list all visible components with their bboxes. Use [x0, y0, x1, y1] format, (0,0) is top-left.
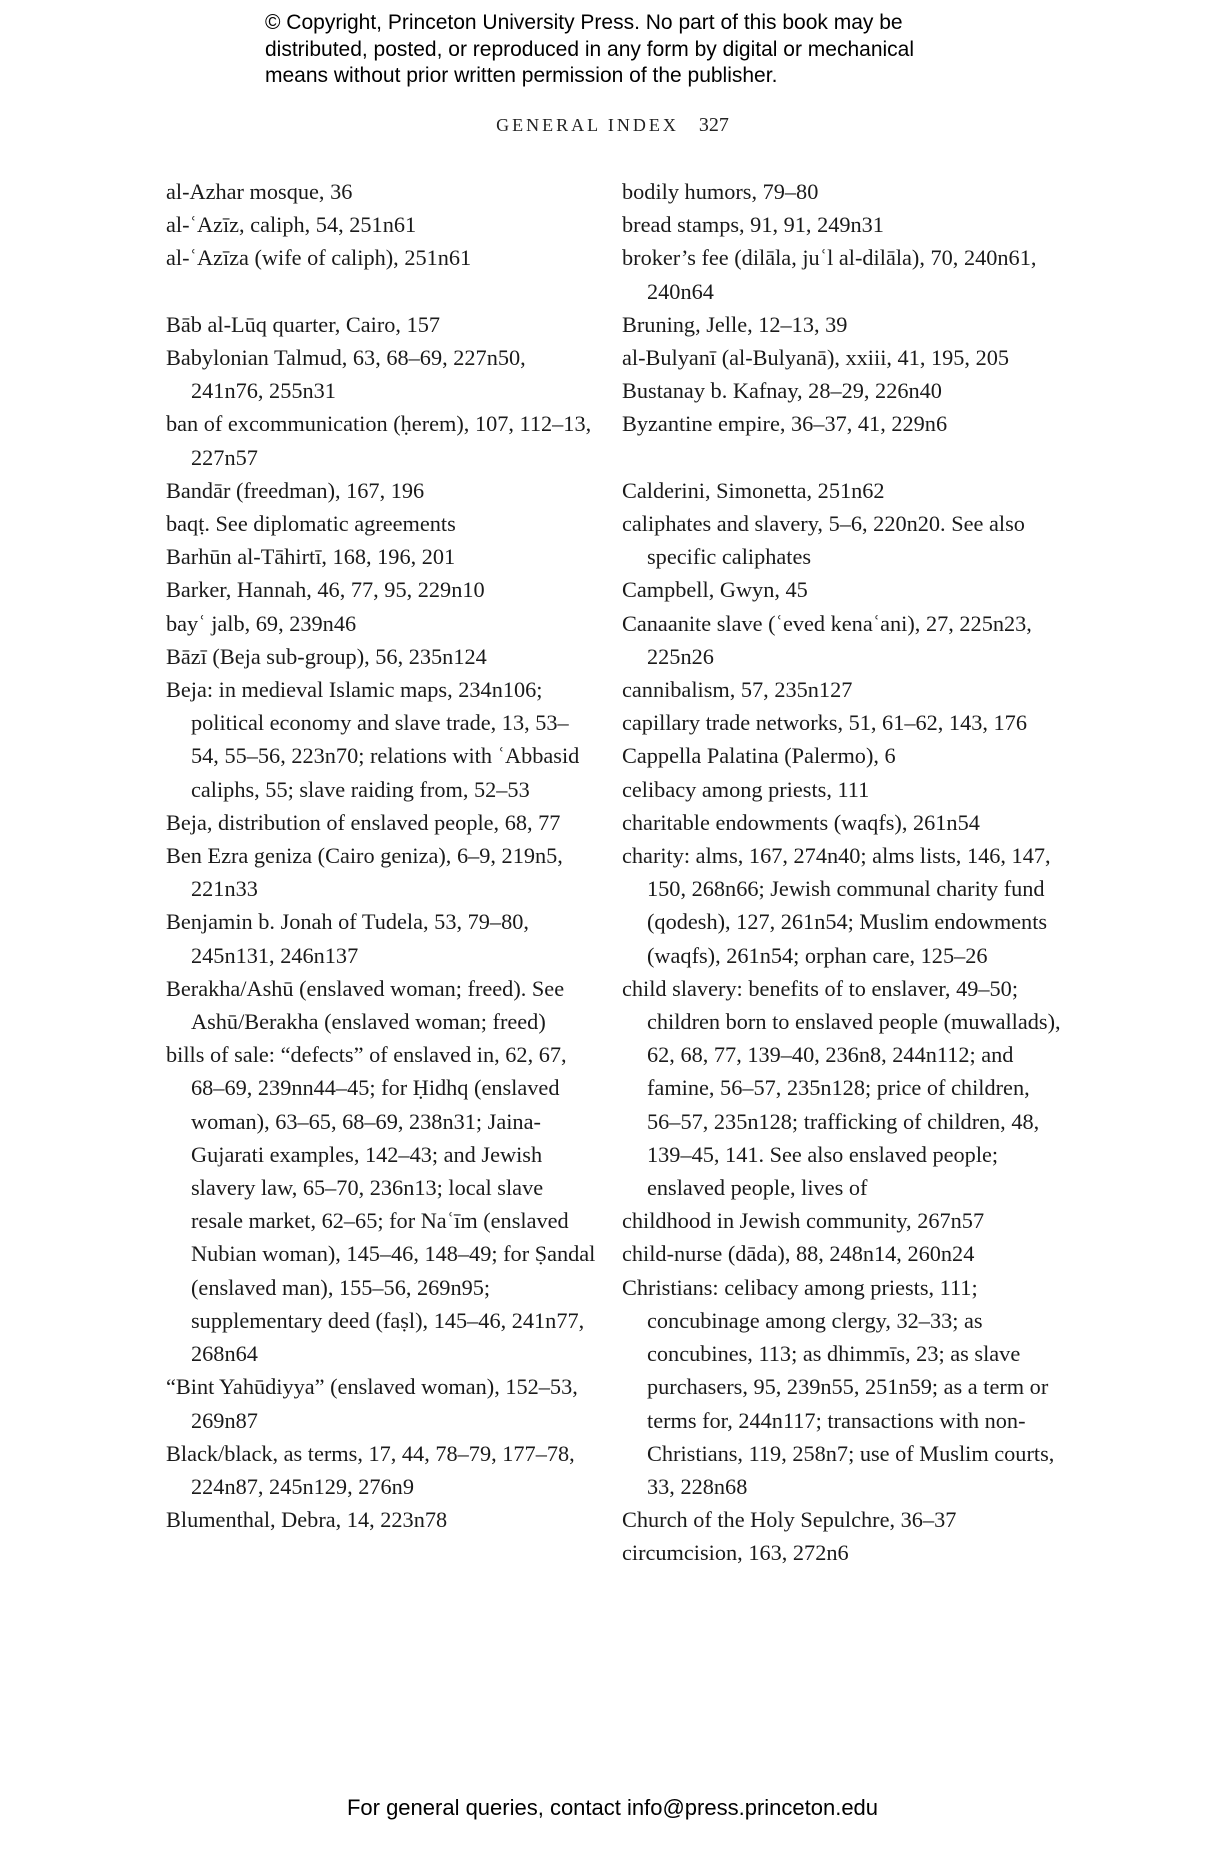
footer-contact: For general queries, contact info@press.princeton.edu [346, 1795, 879, 1820]
index-entry: charity: alms, 167, 274n40; alms lists, 146, 147, 150, 268n66; Jewish communal charity fund (qodesh), 127, 261n54; Muslim endowments (waqfs), 261n54; orphan care, 125–26 [622, 843, 1051, 968]
letter-section-gap [622, 441, 1062, 474]
index-entry: circumcision, 163, 272n6 [622, 1540, 849, 1566]
index-entry: broker’s fee (dilāla, juʿl al-dilāla), 70, 240n61, 240n64 [622, 245, 1037, 304]
index-entry: capillary trade networks, 51, 61–62, 143, 176 [622, 710, 1027, 736]
index-entry: Bāb al-Lūq quarter, Cairo, 157 [166, 311, 441, 337]
index-entry: al-ʿAzīza (wife of caliph), 251n61 [166, 245, 472, 271]
index-entry: caliphates and slavery, 5–6, 220n20. See also specific caliphates [622, 511, 1025, 570]
index-entry: Canaanite slave (ʿeved kenaʿani), 27, 225n23, 225n26 [622, 610, 1032, 669]
index-entry: Calderini, Simonetta, 251n62 [622, 477, 885, 503]
index-entry: Christians: celibacy among priests, 111; concubinage among clergy, 32–33; as concubines, 113; as dhimmīs, 23; as slave purchasers, 95, 239n55, 251n59; as a term or terms for, 244n117; transactions with non-Christians, 119, 258n7; use of Muslim courts, 33, 228n68 [622, 1274, 1055, 1499]
index-entry: bodily humors, 79–80 [622, 179, 819, 204]
index-entry: cannibalism, 57, 235n127 [622, 677, 853, 703]
index-entry: al-Bulyanī (al-Bulyanā), xxiii, 41, 195, 205 [622, 345, 1010, 371]
index-entry: ban of excommunication (ḥerem), 107, 112–13, 227n57 [166, 411, 592, 470]
index-column-left [166, 175, 596, 1536]
copyright-line: distributed, posted, or reproduced in any form by digital or mechanical [265, 37, 915, 61]
index-entry: bayʿ jalb, 69, 239n46 [166, 610, 357, 636]
index-entry: Ben Ezra geniza (Cairo geniza), 6–9, 219n5, 221n33 [166, 843, 563, 902]
index-entry: Blumenthal, Debra, 14, 223n78 [166, 1507, 448, 1533]
copyright-line: © Copyright, Princeton University Press. No part of this book may be [265, 11, 903, 34]
index-entry: Black/black, as terms, 17, 44, 78–79, 177–78, 224n87, 245n129, 276n9 [166, 1440, 575, 1499]
page-number: 327 [698, 114, 729, 136]
index-entry: Benjamin b. Jonah of Tudela, 53, 79–80, 245n131, 246n137 [166, 909, 529, 968]
index-column-right [622, 175, 1062, 1570]
index-entry: Campbell, Gwyn, 45 [622, 577, 808, 603]
index-entry: celibacy among priests, 111 [622, 776, 870, 802]
running-head-title: GENERAL INDEX [496, 115, 679, 135]
index-entry: Bustanay b. Kafnay, 28–29, 226n40 [622, 378, 942, 404]
index-entry: Bandār (freedman), 167, 196 [166, 477, 425, 503]
index-entry: child-nurse (dāda), 88, 248n14, 260n24 [622, 1241, 975, 1267]
index-entry: “Bint Yahūdiyya” (enslaved woman), 152–53, 269n87 [166, 1374, 578, 1433]
index-entry: childhood in Jewish community, 267n57 [622, 1208, 985, 1234]
index-entry: bread stamps, 91, 91, 249n31 [622, 212, 884, 238]
index-entry: Babylonian Talmud, 63, 68–69, 227n50, 241n76, 255n31 [166, 345, 526, 404]
index-entry: Byzantine empire, 36–37, 41, 229n6 [622, 411, 948, 437]
index-entry: Beja, distribution of enslaved people, 68, 77 [166, 809, 561, 835]
copyright-notice [265, 10, 1025, 90]
running-head [0, 114, 1225, 137]
index-entry: Church of the Holy Sepulchre, 36–37 [622, 1507, 957, 1533]
index-entry: Bāzī (Beja sub-group), 56, 235n124 [166, 643, 487, 669]
index-entry: Barhūn al-Tāhirtī, 168, 196, 201 [166, 544, 456, 570]
index-entry: al-Azhar mosque, 36 [166, 179, 353, 204]
index-entry: charitable endowments (waqfs), 261n54 [622, 809, 980, 835]
copyright-line: means without prior written permission of the publisher. [265, 64, 778, 87]
index-entry: Barker, Hannah, 46, 77, 95, 229n10 [166, 577, 485, 603]
index-entry: bills of sale: “defects” of enslaved in, 62, 67, 68–69, 239nn44–45; for Ḥidhq (enslaved woman), 63–65, 68–69, 238n31; Jaina-Gujarati examples, 142–43; and Jewish slavery law, 65–70, 236n13; local slave resale market, 62–65; for Naʿīm (enslaved Nubian woman), 145–46, 148–49; for Ṣandal (enslaved man), 155–56, 269n95; supplementary deed (faṣl), 145–46, 241n77, 268n64 [166, 1042, 596, 1367]
index-entry: baqṭ. See diplomatic agreements [166, 511, 456, 537]
index-entry: Cappella Palatina (Palermo), 6 [622, 743, 896, 769]
index-entry: child slavery: benefits of to enslaver, 49–50; children born to enslaved people (muwallads), 62, 68, 77, 139–40, 236n8, 244n112; and famine, 56–57, 235n128; price of children, 56–57, 235n128; trafficking of children, 48, 139–45, 141. See also enslaved people; enslaved people, lives of [622, 975, 1061, 1201]
letter-section-gap [166, 275, 596, 308]
index-entry: Bruning, Jelle, 12–13, 39 [622, 311, 848, 337]
index-entry: al-ʿAzīz, caliph, 54, 251n61 [166, 212, 417, 238]
index-entry: Berakha/Ashū (enslaved woman; freed). See Ashū/Berakha (enslaved woman; freed) [166, 975, 565, 1035]
index-entry: Beja: in medieval Islamic maps, 234n106; political economy and slave trade, 13, 53–54, 55–56, 223n70; relations with ʿAbbasid caliphs, 55; slave raiding from, 52–53 [166, 677, 580, 802]
